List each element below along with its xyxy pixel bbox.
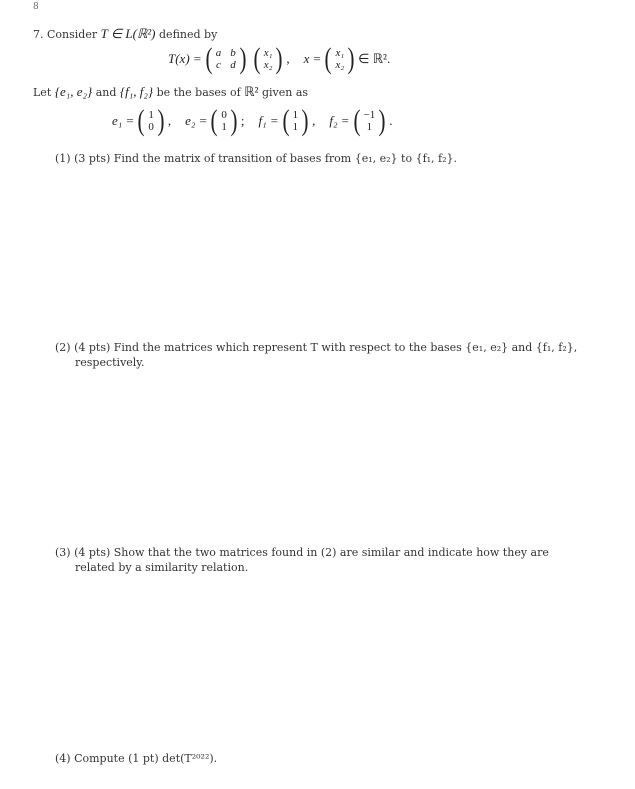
matrix-entry: b [230, 47, 236, 59]
matrix-entry: a [215, 47, 222, 59]
vector-x: ( x₁ x₂ ) [253, 42, 283, 75]
def-sep: , [286, 51, 290, 66]
basis-label: f₁ = [258, 113, 279, 128]
problem-number: 7. [33, 28, 44, 41]
x-lhs: x = [303, 51, 322, 66]
vector-entry: 0 [148, 121, 154, 133]
vector-entry: −1 [363, 109, 376, 121]
vector-entry: 1 [221, 121, 227, 133]
vector-entry: 0 [221, 109, 227, 121]
matrix-entry: d [230, 59, 236, 71]
basis-e: {e₁, e₂} [54, 84, 93, 99]
part-2 [55, 341, 577, 369]
part-3-line-1: (3) (4 pts) Show that the two matrices found in (2) are similar and indicate how they are [55, 546, 549, 559]
bases-equation [112, 106, 407, 136]
matrix-a: ( a b c d ) [205, 42, 247, 75]
vector-entry: x₁ [335, 47, 345, 59]
vector-entry: 1 [292, 109, 299, 121]
basis-vector: ( 1 0 ) [137, 104, 165, 137]
part-3-line-2: related by a similarity relation. [75, 561, 249, 574]
intro-math: T ∈ L(ℝ²) [100, 26, 156, 41]
basis-separator: , [312, 113, 316, 128]
basis-vector: ( −1 1 ) [353, 104, 386, 137]
basis-label: e₂ = [185, 113, 208, 128]
intro-text: Consider [47, 28, 98, 41]
vector-entry: x₁ [263, 47, 273, 59]
part-3 [55, 546, 549, 574]
basis-label: e₁ = [112, 113, 135, 128]
basis-f: {f₁, f₂} [119, 84, 154, 99]
let-text: Let [33, 86, 52, 99]
basis-separator: . [389, 113, 393, 128]
part-2-line-1: (2) (4 pts) Find the matrices which represent T with respect to the bases {e₁, e₂} and {f₁, f₂}, [55, 341, 578, 354]
x-vector: ( x₁ x₂ ) [324, 42, 355, 75]
basis-separator: ; [240, 113, 245, 128]
intro-tail: defined by [159, 28, 218, 41]
problem-statement [33, 26, 217, 42]
basis-vector: ( 0 1 ) [210, 104, 238, 137]
page-number: 8 [33, 2, 39, 12]
let-text: be the bases of [156, 86, 241, 99]
part-2-line-2: respectively. [75, 356, 145, 369]
part-4: (4) Compute (1 pt) det(T²⁰²²). [55, 752, 218, 765]
basis-label: f₂ = [329, 113, 350, 128]
matrix-entry: c [215, 59, 221, 71]
let-text: given as [261, 86, 309, 99]
x-tail: ∈ ℝ². [358, 51, 391, 66]
vector-entry: 1 [148, 109, 154, 121]
part-1: (1) (3 pts) Find the matrix of transition of bases from {e₁, e₂} to {f₁, f₂}. [55, 152, 458, 165]
let-text: and [95, 86, 117, 99]
basis-vector: ( 1 1 ) [282, 104, 309, 137]
def-lhs: T(x) = [168, 51, 202, 66]
definition-equation [168, 44, 390, 74]
vector-entry: x₂ [335, 59, 345, 71]
vector-entry: 1 [292, 121, 299, 133]
bases-statement [33, 84, 308, 100]
basis-separator: , [167, 113, 172, 128]
vector-entry: 1 [366, 121, 373, 133]
r2: ℝ² [244, 84, 259, 99]
vector-entry: x₂ [263, 59, 273, 71]
